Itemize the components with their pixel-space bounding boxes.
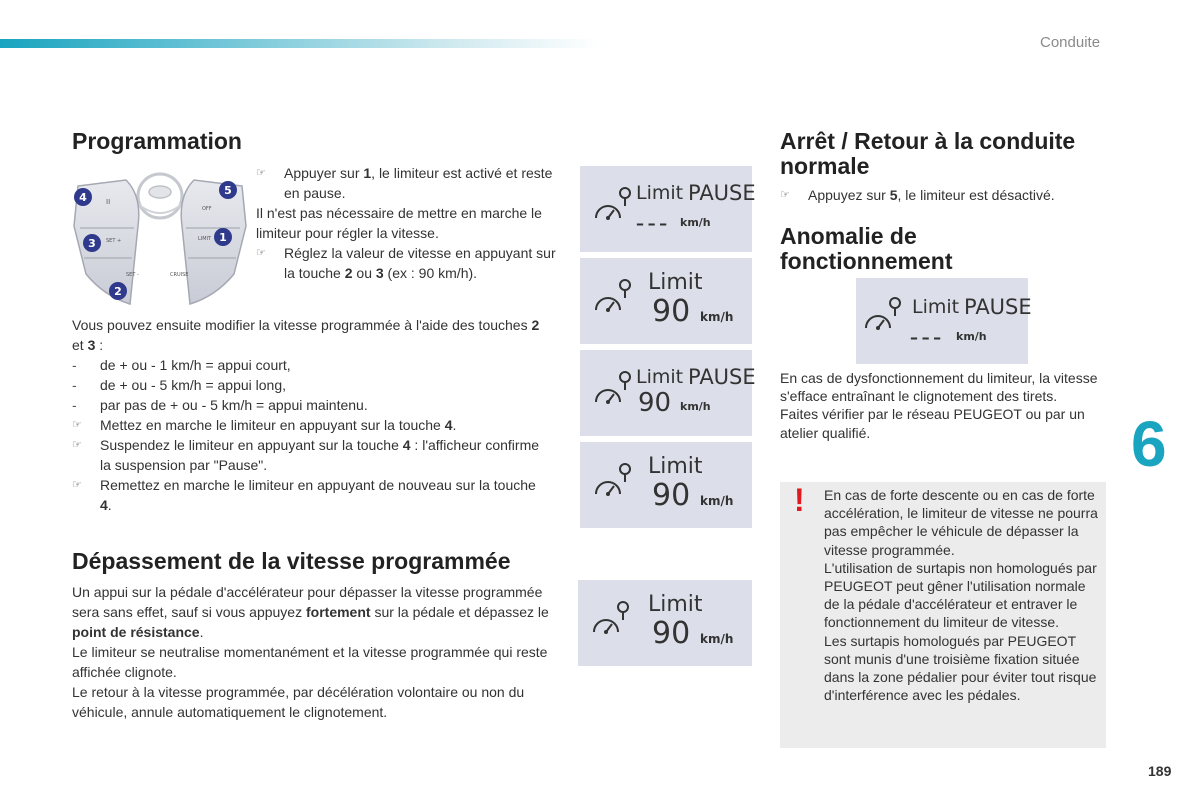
anomalie-title: Anomalie de fonctionnement: [780, 223, 953, 274]
speed-value: 90: [638, 388, 672, 418]
warning-box: [780, 482, 1106, 748]
pad-label-pause: II: [106, 198, 111, 206]
dash-item: - de + ou - 1 km/h = appui court,: [72, 357, 291, 373]
anomalie-text: [780, 369, 1105, 442]
arret-title: Arrêt / Retour à la conduite normale: [780, 128, 1076, 179]
section-label: Conduite: [1040, 34, 1101, 51]
hand-icon: ☞: [256, 247, 266, 259]
header-accent-bar: [0, 39, 600, 48]
unit-label: km/h: [680, 400, 711, 413]
limit-label: Limit: [648, 454, 703, 479]
dash-item: - de + ou - 5 km/h = appui long,: [72, 377, 287, 393]
display-limit-pause-90: [580, 350, 756, 436]
hand-icon: ☞: [72, 439, 82, 451]
depassement-p1: Un appui sur la pédale d'accélérateur pour dépasser la vitesse programmée sera sans effet, sauf si vous appuyez fortement sur la pédale et dépassez le point de résistance.: [72, 584, 549, 640]
pad-label-limit: LIMIT: [198, 236, 212, 242]
hand-icon: ☞: [72, 419, 82, 431]
limit-label: Limit: [636, 366, 684, 388]
dashes-label: – – –: [910, 328, 941, 347]
bullet-suspendez: ☞ Suspendez le limiteur en appuyant sur la touche 4 : l'afficheur confirme la suspension par "Pause".: [72, 437, 540, 473]
bullet-reglez: ☞ Réglez la valeur de vitesse en appuyant sur la touche 2 ou 3 (ex : 90 km/h).: [256, 245, 556, 281]
hand-icon: ☞: [256, 167, 266, 179]
speed-value: 90: [652, 478, 691, 513]
unit-label: km/h: [680, 216, 711, 229]
unit-label: km/h: [956, 330, 987, 343]
hand-icon: ☞: [780, 189, 790, 201]
limit-label: Limit: [648, 270, 703, 295]
display-anomalie: [856, 278, 1032, 364]
depassement-text: [72, 582, 562, 722]
page-number: 189: [1148, 763, 1172, 779]
depassement-p2: Le limiteur se neutralise momentanément et la vitesse programmée qui reste affichée clignote.: [72, 644, 548, 680]
pause-label: PAUSE: [688, 365, 756, 389]
warning-icon: !: [794, 482, 805, 518]
speed-value: 90: [652, 294, 691, 329]
unit-label: km/h: [700, 632, 734, 646]
callout-5: 5: [224, 184, 232, 197]
unit-label: km/h: [700, 310, 734, 324]
limit-label: Limit: [648, 592, 703, 617]
bullet-mettez: ☞ Mettez en marche le limiteur en appuyant sur la touche 4.: [72, 417, 457, 433]
modify-paragraph: Vous pouvez ensuite modifier la vitesse programmée à l'aide des touches 2 et 3 :: [72, 317, 540, 353]
pad-label-set-plus: SET +: [106, 238, 122, 244]
depassement-p3: Le retour à la vitesse programmée, par décélération volontaire ou non du véhicule, annule automatiquement le clignotement.: [72, 684, 525, 720]
dash-item: - par pas de + ou - 5 km/h = appui maintenu.: [72, 397, 368, 413]
limit-label: Limit: [912, 296, 960, 318]
speedometer-icon: [856, 278, 1028, 364]
bullet-remettez: ☞ Remettez en marche le limiteur en appuyant de nouveau sur la touche 4.: [72, 477, 536, 513]
callout-3: 3: [88, 237, 96, 250]
unit-label: km/h: [700, 494, 734, 508]
arret-text: [780, 185, 1100, 205]
programmation-intro: [256, 163, 561, 283]
callout-4: 4: [79, 191, 87, 204]
pad-label-cruise: CRUISE: [170, 272, 189, 278]
pause-label: PAUSE: [688, 181, 756, 205]
chapter-number: 6: [1131, 408, 1167, 480]
warning-p3: Les surtapis homologués par PEUGEOT sont munis d'une troisième fixation située dans la zone pédalier pour éviter tout risque d'interférence avec les pédales.: [824, 632, 1097, 704]
dashes-label: – – –: [636, 214, 667, 233]
anomalie-p2: Faites vérifier par le réseau PEUGEOT ou par un atelier qualifié.: [780, 406, 1085, 441]
bullet-appuyez-5: ☞ Appuyez sur 5, le limiteur est désactivé.: [780, 187, 1055, 203]
pause-label: PAUSE: [964, 295, 1032, 319]
warning-text: [824, 486, 1100, 704]
programmation-details: [72, 315, 542, 515]
note-text: Il n'est pas nécessaire de mettre en marche le limiteur pour régler la vitesse.: [256, 205, 542, 241]
display-limit-90-blink: [578, 580, 752, 666]
steering-controls-illustration: [70, 166, 250, 308]
speedometer-icon: [580, 166, 752, 252]
depassement-title: Dépassement de la vitesse programmée: [72, 548, 511, 574]
anomalie-p1: En cas de dysfonctionnement du limiteur, la vitesse s'efface entraînant le clignotement des tirets.: [780, 370, 1098, 405]
warning-p2: L'utilisation de surtapis non homologués par PEUGEOT peut gêner l'utilisation normale de la pédale d'accélérateur et entraver le fonctionnement du limiteur de vitesse.: [824, 559, 1097, 631]
pad-label-off: OFF: [202, 206, 212, 212]
bullet-appuyer-1: ☞ Appuyer sur 1, le limiteur est activé et reste en pause.: [256, 165, 553, 201]
display-limit-90-b: [580, 442, 752, 528]
warning-p1: En cas de forte descente ou en cas de forte accélération, le limiteur de vitesse ne pourra pas empêcher le véhicule de dépasser la vitesse programmée.: [824, 487, 1098, 558]
display-limit-90: [580, 258, 752, 344]
hand-icon: ☞: [72, 479, 82, 491]
limit-label: Limit: [636, 182, 684, 204]
pad-label-set-minus: SET -: [126, 272, 139, 278]
callout-1: 1: [219, 231, 227, 244]
display-limit-pause-dashes: [580, 166, 756, 252]
programmation-title: Programmation: [72, 128, 242, 154]
speed-value: 90: [652, 616, 691, 651]
callout-2: 2: [114, 285, 122, 298]
